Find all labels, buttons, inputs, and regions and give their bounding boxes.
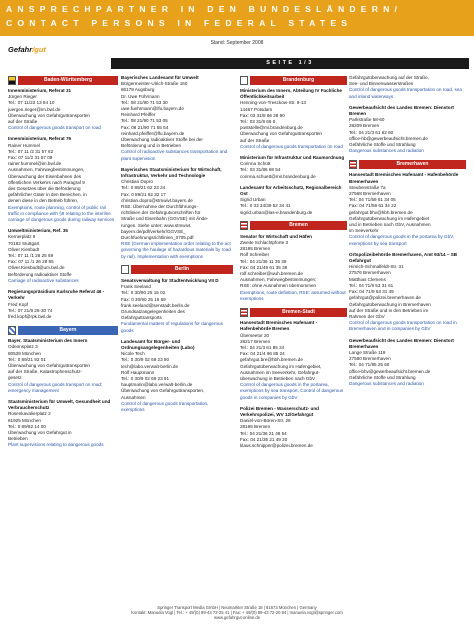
contact-line: Fax: 07 11/2 31 57 09 bbox=[8, 155, 53, 161]
contact-line: Überwachung von Gefahrguttransporten bbox=[8, 112, 90, 118]
english-description: Dangerous substances and radiation bbox=[349, 380, 424, 386]
state-crest-icon bbox=[240, 76, 248, 85]
contact-line: 81925 München bbox=[8, 417, 41, 423]
contact-line: RSE: ohne Ausnahmen übernommen bbox=[240, 283, 317, 289]
contact-line[interactable]: gefahrgut.bre@hbh.bremen.de bbox=[240, 357, 303, 363]
english-description: Dangerous substances and radiation bbox=[349, 148, 424, 154]
state-name: Bremerhaven bbox=[359, 160, 466, 169]
contact-line: Tel.: 04 21/3 61 85 24 bbox=[240, 344, 285, 350]
contact-entry bbox=[240, 155, 347, 180]
authority-name: Gewerbeaufsicht des Landes Bremen: Dienstort Bremen bbox=[349, 104, 454, 117]
logo-part-1: Gefahr bbox=[8, 45, 33, 54]
contact-line: 28209 Bremen bbox=[349, 123, 380, 129]
contact-entry bbox=[8, 289, 118, 320]
english-description: Plant supervisions relating to dangerous goods bbox=[8, 442, 104, 448]
contact-line: Durchfuehrungsrichtlinien_0705.pdf bbox=[121, 235, 194, 241]
state-name: Baden-Württemberg bbox=[18, 76, 118, 85]
contact-entry bbox=[8, 338, 118, 394]
contact-line: Daniel-von-Büren-Str. 28 bbox=[240, 418, 291, 424]
english-description: Control of radioactive substances transportation and plant supervision bbox=[121, 149, 228, 161]
contact-line: gefährlicher Güter in den Bereichen, in bbox=[8, 192, 87, 198]
authority-name: Innenministerium, Referat 31 bbox=[8, 88, 72, 93]
contact-line: Fax: 04 21/36 21 49 20 bbox=[240, 436, 288, 442]
contact-line: Sigrid Urban bbox=[240, 197, 266, 203]
contact-line: Frank Seeland bbox=[121, 284, 151, 290]
contact-line: Tel.: 08 21/90 71 53 05 bbox=[121, 118, 168, 124]
state-crest-icon bbox=[121, 265, 129, 274]
contact-line: Rolf Hauptmann bbox=[121, 369, 155, 375]
contact-line: des Gesetzes über die Beförderung bbox=[8, 186, 81, 192]
footer-publisher: Springer Transport Media GmbH | Neumarkter Straße 18 | 81673 München | Germany bbox=[157, 605, 317, 610]
contact-line: Steubenstraße 7a bbox=[349, 184, 386, 190]
authority-name: Ortspolizeibehörde Bremerhaven, Amt 93/14 – SB Gefahrgut bbox=[349, 251, 458, 264]
contact-line: Straße und Eisenbahn (GGVSE) mit Ände- bbox=[121, 216, 209, 222]
contact-line[interactable]: hauptmann@labo.verwalt-berlin.de bbox=[121, 382, 193, 388]
contact-line[interactable]: gefahrgut@polizei.bremerhaven.de bbox=[349, 295, 421, 301]
contact-line: Fax: 03 31/8 66 28 90 bbox=[240, 112, 285, 118]
contact-entry bbox=[240, 320, 347, 401]
english-description: Fundamental matters of regulations for dangerous goods bbox=[121, 321, 223, 333]
contact-line: Rolf Schreiber bbox=[240, 252, 270, 258]
contact-line: Tel.: 0 89/92 14 00 bbox=[8, 423, 46, 429]
contact-entry bbox=[121, 278, 233, 334]
contact-line: Tel.: 07 11 /2 31 57 62 bbox=[8, 148, 54, 154]
english-description: Exemptions, route planning, control of public rail traffic in compliance with §9 relating to the interline carriage of dangerous goods during railway services bbox=[8, 204, 115, 223]
contact-line: Tel.: 04 21/36 11 35 38 bbox=[240, 258, 287, 264]
authority-name: Landesamt für Bürger- und Ordnungsangelegenheiten (Labo) bbox=[121, 338, 195, 350]
contact-line: Zweite Schlachtpforte 3 bbox=[240, 240, 289, 246]
authority-name: Bayer. Staatsministerium des Innern bbox=[8, 338, 88, 344]
contact-entry bbox=[8, 136, 118, 223]
authority-name: Umweltministerium, Ref. 35 bbox=[8, 228, 68, 234]
contact-line[interactable]: frank.seeland@senstadt.berlin.de bbox=[121, 302, 190, 308]
contact-entry bbox=[8, 88, 118, 131]
contact-line: Überwachung von Gefahrguttransporten bbox=[8, 362, 90, 368]
contact-line: See- und Binnenwasserstraßen bbox=[349, 81, 414, 87]
footer-contact: Kontakt: Manuela Vogl | Tel.: + 49/(0) 89-43 72-25 41 | Fax: + 49/(0) 89-43 72-20 84 | manuela.vogl@springer.com bbox=[131, 610, 343, 616]
contact-line: Rosenkavalierplatz 2 bbox=[8, 411, 51, 417]
state-crest-icon bbox=[240, 308, 248, 317]
contact-entry bbox=[349, 75, 466, 100]
contact-line[interactable]: christian.dopro@stmwivt.bayern.de bbox=[121, 197, 193, 203]
contact-line: 14467 Potsdam bbox=[240, 106, 273, 112]
contact-line: Überwachung von Gefahrgut in bbox=[8, 429, 72, 435]
english-description: Control of dangerous goods transportation on road, sea and inland waterways bbox=[349, 87, 462, 99]
contact-line: 27568 Bremerhaven bbox=[349, 191, 391, 197]
state-header bbox=[349, 159, 466, 169]
contact-line: RSE: Übernahme der Durchführungs- bbox=[121, 204, 198, 210]
contact-line: öffentlichen Verkehrs nach Paragraf 9 bbox=[8, 179, 85, 185]
contact-line: und in Betrieben nach GbV, Ausnahmen bbox=[349, 222, 431, 228]
english-description: Control of dangerous goods in the portarea by GbV, exemptions by sea transport bbox=[349, 234, 455, 246]
contact-line: Überwachung radioaktiver Stoffe bei der bbox=[121, 137, 203, 143]
contact-line: Betrieben bbox=[8, 436, 28, 442]
contact-line: Fax: 04 21/49 61 35 38 bbox=[240, 264, 288, 270]
footer bbox=[0, 605, 474, 621]
state-crest-icon bbox=[349, 160, 357, 169]
contact-line: auf der Straße, Katastrophenschutz- bbox=[8, 369, 83, 375]
contact-line: Odeonsplatz 3 bbox=[8, 344, 38, 350]
contact-entry bbox=[240, 185, 347, 216]
english-description: Exemptions, route definition, RSE: assumed without exemptions bbox=[240, 289, 346, 301]
column-2 bbox=[121, 75, 233, 418]
contact-line: Bürgermeister-Ulrich-Straße 160 bbox=[121, 81, 188, 87]
contact-line: Tel.: 04 71/95 25 60 bbox=[349, 362, 390, 368]
contact-entry bbox=[349, 338, 466, 388]
contact-entry bbox=[240, 406, 347, 449]
contact-line[interactable]: Oliver.Kiesbadt@um.bwl.de bbox=[8, 265, 65, 271]
english-description: Control of dangerous goods transport on road; emergency management bbox=[8, 381, 103, 393]
contact-line: Matthias Clemens bbox=[349, 276, 386, 282]
contact-line: überwachung in Betrieben nach GbV bbox=[240, 375, 316, 381]
state-name: Berlin bbox=[131, 265, 233, 274]
authority-name: Hansestadt Bremisches Hafenamt - Hafenbehörde Bremerhaven bbox=[349, 172, 459, 184]
contact-line: Überwachung der Eisenbahnen des bbox=[8, 173, 82, 179]
contact-line: 86179 Augsburg bbox=[121, 87, 155, 93]
contact-entry bbox=[240, 88, 347, 150]
contact-line[interactable]: office-bhv@gewerbeaufsicht.bremen.de bbox=[349, 368, 431, 374]
contact-line: Fax: 04 21/4 96 85 24 bbox=[240, 351, 285, 357]
contact-line: Gefahrgutüberwachung im Hafengebiet, bbox=[240, 363, 322, 369]
contact-line[interactable]: tech@labo.verwalt-berlin.de bbox=[121, 363, 179, 369]
contact-line[interactable]: rolf.schreiber@wuh.bremen.de bbox=[240, 271, 303, 277]
contact-entry bbox=[8, 228, 118, 284]
contact-line: Kernerplatz 9 bbox=[8, 234, 36, 240]
state-header bbox=[8, 325, 118, 335]
state-name: Bremen bbox=[250, 221, 347, 230]
state-name: Bayern bbox=[18, 326, 118, 335]
english-description: Carriage of radioactive substances bbox=[8, 277, 79, 283]
state-header bbox=[240, 75, 347, 85]
contact-line: Fax: 07 11 /1 26 28 85 bbox=[8, 259, 54, 265]
contact-line: Ausnahmen, Fahrwegbestimmungen, bbox=[8, 167, 85, 173]
contact-line: Tel.: 04 71/59 61 34 05 bbox=[349, 197, 396, 203]
contact-line: Hinrich-Schmalfeldt-Str. 31 bbox=[349, 264, 404, 270]
contact-line: 70182 Stuttgart bbox=[8, 240, 40, 246]
contact-line: Tel.: 07 11/23 13 94 10 bbox=[8, 100, 55, 106]
contact-line[interactable]: fred.kopf@rpk.bwl.de bbox=[8, 313, 52, 319]
header-banner bbox=[0, 0, 474, 36]
authority-name: Hansestadt Bremisches Hafenamt - Hafenbehörde Bremen bbox=[240, 320, 318, 332]
contact-line: richtlinien der Gefahrgutvorschriften für bbox=[121, 210, 201, 216]
contact-line: Tel.: 0 89/21 92 01 bbox=[8, 356, 46, 362]
contact-line: Rahmen der GbV bbox=[349, 313, 385, 319]
english-description: Control of dangerous goods transportation, exemptions bbox=[121, 400, 209, 412]
contact-line: Tel.: 0 89/21 62 23 24 bbox=[121, 185, 166, 191]
contact-line: Fax: 0 89/21 62 32 17 bbox=[121, 191, 166, 197]
english-description: Control of dangerous goods in the portarea, exemptions by sea transport, Control of dangerous goods in companies by GbV bbox=[240, 382, 344, 400]
contact-line: Überseetor 20 bbox=[240, 332, 270, 338]
contact-line: Gefahrgutüberwachung im Hafengebiet bbox=[349, 215, 430, 221]
contact-entry bbox=[240, 234, 347, 302]
page-number-bar: SEITE 1/3 bbox=[111, 58, 469, 69]
banner-title-english: CONTACT PERSONS IN FEDERAL STATES bbox=[6, 18, 353, 28]
authority-name: Staatsministerium für Umwelt, Gesundheit und Verbraucherschutz bbox=[8, 398, 111, 411]
contact-entry bbox=[349, 105, 466, 155]
contact-line[interactable]: poststelle@mi.brandenburg.de bbox=[240, 125, 303, 131]
contact-line: Fax: 04 71/9 53 31 49 bbox=[349, 289, 394, 295]
contact-line: auf der Straße und in den Betrieben im bbox=[349, 307, 429, 313]
contact-line: Überwachung von Gefahrguttransporten, bbox=[121, 388, 205, 394]
contact-line[interactable]: juergen.rieger@im.bwl.de bbox=[8, 106, 61, 112]
contact-line: auf der Straße bbox=[240, 137, 270, 143]
footer-website[interactable]: www.gefahrgut-online.de bbox=[213, 615, 261, 621]
contact-line: Ausnahmen, Fahrwegbestimmungen; bbox=[240, 277, 317, 283]
authority-name: Ministerium für Infrastruktur und Raumordnung bbox=[240, 155, 345, 161]
state-crest-icon bbox=[8, 326, 16, 335]
contact-line: Oliver Kiesbadt bbox=[8, 246, 40, 252]
contact-entry bbox=[121, 167, 233, 260]
authority-name: Senator für Wirtschaft und Häfen bbox=[240, 233, 312, 239]
state-header bbox=[240, 221, 347, 231]
contact-line: Fax: 0 30/90 25 16 69 bbox=[121, 296, 166, 302]
contact-line: 27580 Bremerhaven bbox=[349, 356, 391, 362]
english-description: Control of dangerous goods transportation on road in Bremerhaven and in companies by GbV bbox=[349, 320, 457, 332]
contact-line: 28195 Bremen bbox=[240, 246, 271, 252]
english-description: RSE (German implementation order relating to the act governing the haulage of hazardous materials by road by rail). Implementation with exemptions bbox=[121, 241, 231, 259]
contact-line: Ausnahmen im Seeverkehr, Gefahrgut- bbox=[240, 369, 320, 375]
contact-line: bayern.de/pdf/verkehr/GGVSE_ bbox=[121, 228, 186, 234]
contact-line: Tel.: 04 71/9 53 31 61 bbox=[349, 282, 394, 288]
contact-line: denen diese in den Betrieb führen, bbox=[8, 198, 79, 204]
contact-line[interactable]: uwe.fuehrmann@lfu.bayern.de bbox=[121, 106, 184, 112]
contact-line: Ausnahmen bbox=[121, 394, 146, 400]
contact-line: Fax: 08 21/90 71 55 54 bbox=[121, 124, 169, 130]
contact-line: 28217 Bremen bbox=[240, 338, 271, 344]
column-4 bbox=[349, 75, 466, 392]
contact-line: auf der Straße bbox=[8, 119, 38, 125]
contact-line: Beförderung radioaktiver Stoffe bbox=[8, 271, 72, 277]
contact-line: Parkstraße 58-60 bbox=[349, 117, 385, 123]
column-3 bbox=[240, 75, 347, 454]
contact-line: Rainer Hummel bbox=[8, 142, 40, 148]
contact-line: Tel.: 03 31/86 68 54 bbox=[240, 167, 281, 173]
english-description: Control of dangerous goods transportation on road bbox=[240, 143, 343, 149]
contact-line[interactable]: rainer.hummel@im.bwl.de bbox=[8, 161, 62, 167]
contact-line: 28195 Bremen bbox=[240, 424, 271, 430]
contact-line: Tel.: 0 30/90 25 15 02 bbox=[121, 290, 166, 296]
contact-line: gesetz bbox=[8, 375, 22, 381]
contact-line[interactable]: reinhard.pfeiffer@lfu.bayern.de bbox=[121, 130, 185, 136]
contact-line: Tel.: 0 30/9 02 69 23 90 bbox=[121, 357, 170, 363]
contact-line: im Seeverkehr bbox=[349, 228, 379, 234]
logo-part-2: /gut bbox=[32, 45, 46, 54]
contact-line[interactable]: corinna.schuett@mir.brandenburg.de bbox=[240, 173, 316, 179]
contact-line: Dr. Uwe Führmann bbox=[121, 93, 160, 99]
state-header bbox=[8, 75, 118, 85]
english-description: Control of dangerous goods transport on road bbox=[8, 125, 101, 131]
contact-line: Gefahrgutüberwachung auf der Straße, bbox=[349, 75, 429, 80]
contact-line: Grundsatzangelegenheiten des bbox=[121, 308, 185, 314]
contact-line: Tel.: 04 21/3 61 62 60 bbox=[349, 129, 394, 135]
authority-name: Bayerisches Landesamt für Umwelt bbox=[121, 75, 199, 80]
authority-name: Landesamt für Arbeitsschutz, Regionalbereich Ost bbox=[240, 184, 342, 197]
state-header bbox=[121, 265, 233, 275]
contact-entry bbox=[8, 399, 118, 449]
contact-line: Nicole Tech bbox=[121, 351, 145, 357]
authority-name: Polizei Bremen - Wasserschutz- und Verkehrspolizei, WV 12/Gefahrgut bbox=[240, 405, 319, 417]
authority-name: Senatsverwaltung für Stadtentwicklung VII D bbox=[121, 277, 219, 283]
gefahrgut-logo bbox=[8, 45, 46, 54]
contact-entry bbox=[121, 75, 233, 162]
contact-entry bbox=[349, 172, 466, 246]
authority-name: Bayerisches Staatsministerium für Wirtschaft, Infrastruktur, Verkehr und Technologie bbox=[121, 166, 222, 179]
contact-line: Christian Dopro bbox=[121, 179, 153, 185]
contact-line: Henning-von-Tresckow-Str. 9-13 bbox=[240, 100, 306, 106]
contact-line: Lange Straße 119 bbox=[349, 349, 386, 355]
contact-line: Tel.: 07 11 /1 26 25 69 bbox=[8, 253, 54, 259]
contact-line: 80539 München bbox=[8, 350, 41, 356]
contact-line: Tel.: 03 31/8 66 0 bbox=[240, 119, 276, 125]
contact-line: 27576 Bremerhaven bbox=[349, 270, 391, 276]
state-crest-icon bbox=[240, 221, 248, 230]
contact-line: rungen. Siehe unter: www.stmwivt. bbox=[121, 222, 192, 228]
state-name: Brandenburg bbox=[250, 76, 347, 85]
contact-line: Beförderung und in Betrieben bbox=[121, 143, 182, 149]
state-header bbox=[240, 307, 347, 317]
stand-date: Stand: September 2008 bbox=[210, 40, 264, 46]
contact-line[interactable]: sigrid.urban@las-e.brandenburg.de bbox=[240, 209, 313, 215]
contact-line: Corinna Schütt bbox=[240, 161, 271, 167]
contact-line: Überwachung von Gefahrguttransporten bbox=[240, 131, 322, 137]
state-name: Bremen-Stadt bbox=[250, 308, 347, 317]
authority-name: Ministerium des Innern, Abteilung IV Fachliche Öffentlichkeitsarbeit bbox=[240, 88, 342, 100]
contact-line: Gefährliche Stoffe und Strahlung bbox=[349, 142, 416, 148]
contact-line: Tel.: 08 21/90 71 53 30 bbox=[121, 99, 168, 105]
contact-line: Gefährliche Stoffe und Strahlung bbox=[349, 374, 416, 380]
column-1 bbox=[8, 75, 118, 454]
contact-line: Reinhard Pfeiffer bbox=[121, 112, 156, 118]
contact-line: Gefahrgutüberwachung in Bremerhaven bbox=[349, 301, 431, 307]
contact-line[interactable]: office-hb@gewerbeaufsicht.bremen.de bbox=[349, 135, 428, 141]
contact-line: Tel.: 0 30/9 02 69 23 91 bbox=[121, 375, 170, 381]
contact-entry bbox=[121, 339, 233, 413]
contact-line: Gefahrguttransports bbox=[121, 315, 162, 321]
contact-line: Jürgen Rieger bbox=[8, 94, 37, 100]
contact-line[interactable]: gefahrgut.bhv@hbh.bremen.de bbox=[349, 209, 413, 215]
contact-entry bbox=[349, 252, 466, 333]
contact-line: Tel.: 07 21/9 26-30 74 bbox=[8, 307, 53, 313]
contact-line[interactable]: klaus.schnipper@polizei.bremen.de bbox=[240, 442, 313, 448]
state-crest-icon bbox=[8, 76, 16, 85]
authority-name: Gewerbeaufsicht des Landes Bremen: Dienstort Bremerhaven bbox=[349, 337, 454, 349]
contact-line: Fred Kopf bbox=[8, 301, 29, 307]
authority-name: Innenministerium, Referat 76 bbox=[8, 136, 72, 142]
contact-line: Fax: 04 71/59 61 34 22 bbox=[349, 203, 397, 209]
banner-title-german: ANSPRECHPARTNER IN DEN BUNDESLÄNDERN/ bbox=[6, 4, 403, 14]
authority-name: Regierungspräsidium Karlsruhe Referat 46 - Verkehr bbox=[8, 289, 105, 301]
contact-line: Tel.: 04 21/36 21 48 54 bbox=[240, 430, 287, 436]
contact-line: Tel.: 0 33 34/39 52 34 41 bbox=[240, 203, 291, 209]
